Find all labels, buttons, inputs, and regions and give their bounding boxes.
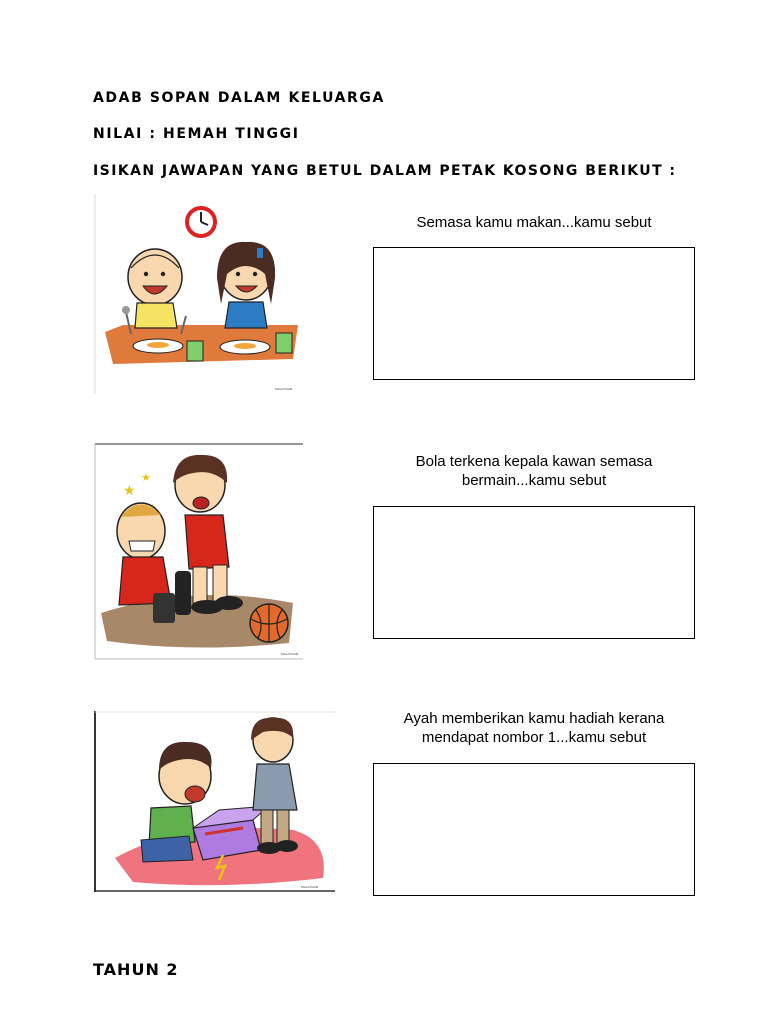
svg-text:MALAYSIAN: MALAYSIAN — [275, 387, 293, 391]
question-1-prompt: Semasa kamu makan...kamu sebut — [416, 214, 652, 231]
grade-label: TAHUN 2 — [93, 960, 179, 979]
question-3-prompt: Ayah memberikan kamu hadiah kerana mendapat nombor 1...kamu sebut — [403, 710, 665, 746]
svg-text:★: ★ — [141, 471, 151, 484]
gift-illustration — [93, 710, 337, 894]
value-line: NILAI : HEMAH TINGGI — [93, 126, 300, 142]
svg-text:★: ★ — [123, 483, 136, 499]
ball-hit-illustration — [93, 443, 305, 661]
instruction-line: ISIKAN JAWAPAN YANG BETUL DALAM PETAK KOSONG BERIKUT : — [93, 163, 677, 179]
svg-text:MALAYSIAN: MALAYSIAN — [281, 652, 299, 656]
question-3-answer-box[interactable] — [373, 763, 695, 896]
question-2-answer-box[interactable] — [373, 506, 695, 639]
question-2-prompt: Bola terkena kepala kawan semasa bermain...kamu sebut — [415, 453, 653, 489]
question-1-answer-box[interactable] — [373, 247, 695, 380]
eating-illustration — [93, 194, 305, 396]
worksheet-title: ADAB SOPAN DALAM KELUARGA — [93, 90, 385, 106]
svg-text:MALAYSIAN: MALAYSIAN — [301, 885, 319, 889]
